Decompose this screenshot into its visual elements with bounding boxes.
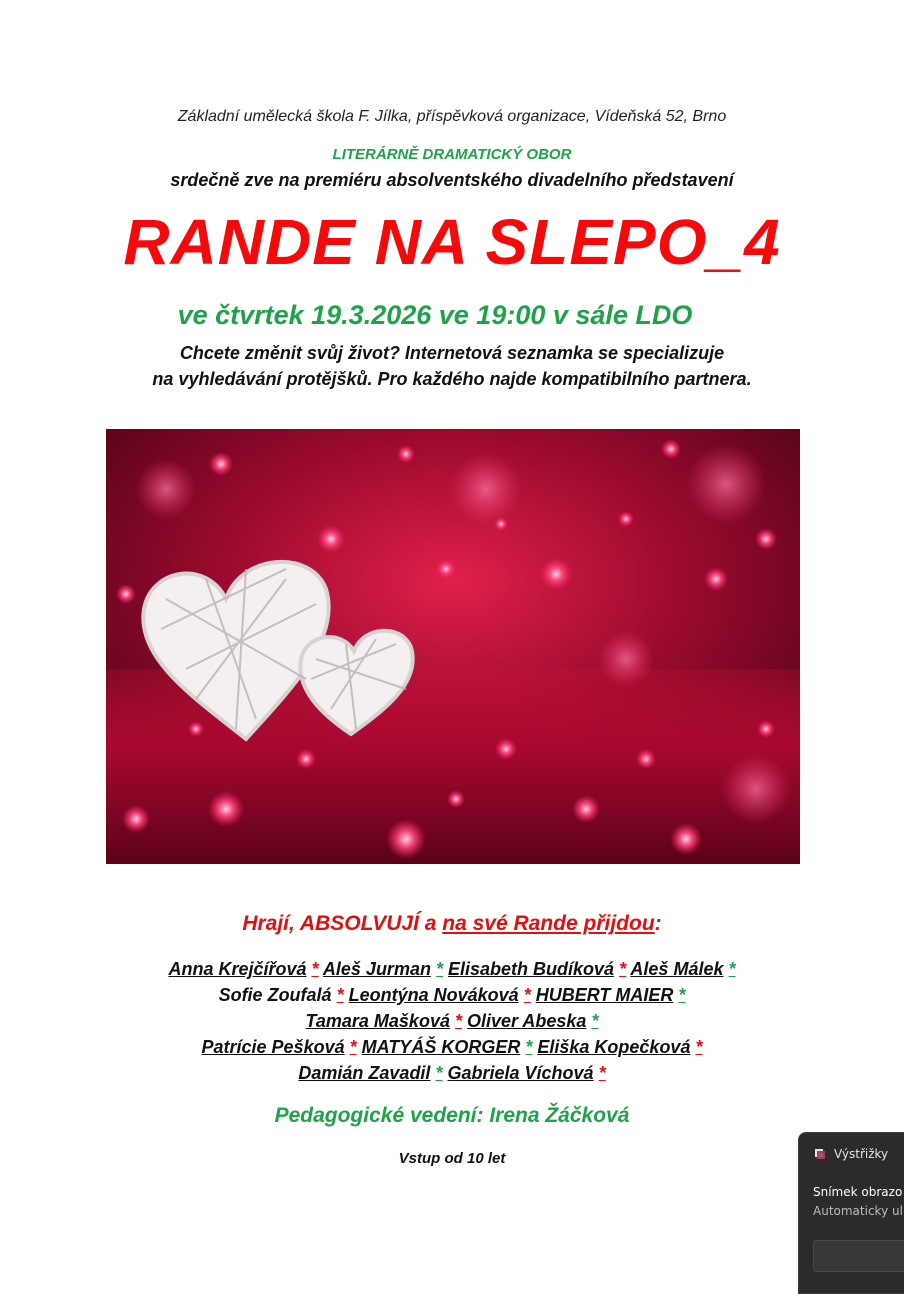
cast-member: Elisabeth Budíková xyxy=(448,959,615,979)
description-line-2: na vyhledávání protějšků. Pro každého najde kompatibilního partnera. xyxy=(152,369,752,389)
cast-row-3 xyxy=(0,1008,904,1034)
play-title: RANDE NA SLEPO_4 xyxy=(123,206,781,278)
star-separator: * xyxy=(591,1011,599,1031)
notification-body: Automaticky ul xyxy=(813,1204,903,1218)
cast-list xyxy=(0,956,904,1086)
star-separator: * xyxy=(678,985,686,1005)
cast-member: Gabriela Víchová xyxy=(447,1063,594,1083)
cast-heading-part-3: : xyxy=(654,912,662,935)
cast-member: MATYÁŠ KORGER xyxy=(361,1037,521,1057)
star-separator: * xyxy=(728,959,736,979)
play-description xyxy=(0,340,904,392)
cast-member: Leontýna Nováková xyxy=(348,985,519,1005)
cast-heading-part-1: Hrají, ABSOLVUJÍ a xyxy=(242,912,443,935)
pedagogical-director: Pedagogické vedení: Irena Žáčková xyxy=(274,1104,630,1127)
cast-member: Oliver Abeska xyxy=(467,1011,587,1031)
snipping-tool-notification[interactable] xyxy=(798,1132,904,1294)
cast-member: Tamara Mašková xyxy=(305,1011,450,1031)
snipping-tool-icon xyxy=(814,1148,826,1160)
cast-heading-part-2: na své Rande přijdou xyxy=(442,912,655,935)
star-separator: * xyxy=(435,1063,443,1083)
cast-member: Sofie Zoufalá xyxy=(218,985,332,1005)
cast-member: Anna Krejčířová xyxy=(168,959,307,979)
star-separator: * xyxy=(349,1037,357,1057)
cast-member: Aleš Málek xyxy=(630,959,724,979)
invitation-text: srdečně zve na premiéru absolventského divadelního představení xyxy=(170,170,734,190)
notification-app-name: Výstřižky xyxy=(834,1147,889,1161)
notification-action-button[interactable] xyxy=(813,1240,904,1272)
performance-date: ve čtvrtek 19.3.2026 ve 19:00 v sále LDO xyxy=(177,300,693,330)
star-separator: * xyxy=(695,1037,703,1057)
star-separator: * xyxy=(523,985,531,1005)
cast-member: HUBERT MAIER xyxy=(535,985,674,1005)
cast-member: Damián Zavadil xyxy=(298,1063,431,1083)
notification-title: Snímek obrazo xyxy=(813,1185,903,1199)
star-separator: * xyxy=(454,1011,462,1031)
cast-row-5 xyxy=(0,1060,904,1086)
school-name: Základní umělecká škola F. Jílka, příspěvková organizace, Vídeňská 52, Brno xyxy=(177,108,727,125)
cast-row-1 xyxy=(0,956,904,982)
age-restriction: Vstup od 10 let xyxy=(398,1150,506,1167)
department-label: LITERÁRNĚ DRAMATICKÝ OBOR xyxy=(332,146,572,163)
description-line-1: Chcete změnit svůj život? Internetová seznamka se specializuje xyxy=(179,343,725,363)
star-separator: * xyxy=(336,985,344,1005)
star-separator: * xyxy=(311,959,319,979)
star-separator: * xyxy=(598,1063,606,1083)
cast-row-4 xyxy=(0,1034,904,1060)
cast-member: Eliška Kopečková xyxy=(537,1037,691,1057)
star-separator: * xyxy=(619,959,627,979)
hearts-photo xyxy=(106,429,800,864)
cast-member: Patrície Pešková xyxy=(201,1037,345,1057)
cast-member: Aleš Jurman xyxy=(322,959,431,979)
cast-row-2 xyxy=(0,982,904,1008)
star-separator: * xyxy=(525,1037,533,1057)
notification-app-header xyxy=(814,1147,888,1161)
cast-heading xyxy=(0,912,904,936)
star-separator: * xyxy=(435,959,443,979)
